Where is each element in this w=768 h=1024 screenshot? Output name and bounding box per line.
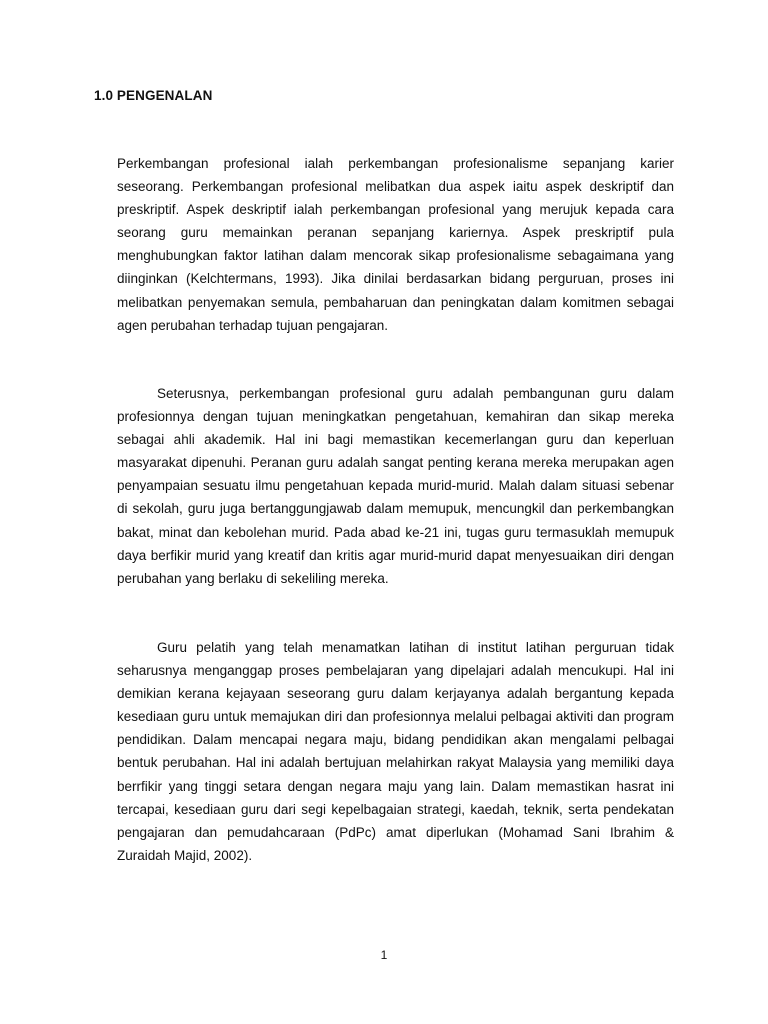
paragraph-introduction: Perkembangan profesional ialah perkembangan profesionalisme sepanjang karier seseorang. Perkembangan profesional melibatkan dua aspek iaitu aspek deskriptif dan preskriptif. Aspek deskriptif ialah perkembangan profesional yang merujuk kepada cara seorang guru memainkan peranan sepanjang kariernya. Aspek preskriptif pula menghubungkan faktor latihan dalam mencorak sikap profesionalisme sebagaimana yang diinginkan (Kelchtermans, 1993). Jika dinilai berdasarkan bidang perguruan, proses ini melibatkan penyemakan semula, pembaharuan dan peningkatan dalam komitmen sebagai agen perubahan terhadap tujuan pengajaran. (117, 156, 674, 333)
section-heading: 1.0 PENGENALAN (94, 88, 213, 103)
page-number: 1 (380, 948, 388, 962)
paragraph-professional-development: Seterusnya, perkembangan profesional guru adalah pembangunan guru dalam profesionnya dengan tujuan meningkatkan pengetahuan, kemahiran dan sikap mereka sebagai ahli akademik. Hal ini bagi memastikan kecemerlangan guru dan keperluan masyarakat dipenuhi. Peranan guru adalah sangat penting kerana mereka merupakan agen penyampaian sesuatu ilmu pengetahuan kepada murid-murid. Malah dalam situasi sebenar di sekolah, guru juga bertanggungjawab dalam memupuk, mencungkil dan perkembangkan bakat, minat dan kebolehan murid. Pada abad ke-21 ini, tugas guru termasuklah memupuk daya berfikir murid yang kreatif dan kritis agar murid-murid dapat menyesuaikan diri dengan perubahan yang berlaku di sekeliling mereka. (117, 386, 674, 586)
paragraph-trainee-teachers: Guru pelatih yang telah menamatkan latihan di institut latihan perguruan tidak seharusnya menganggap proses pembelajaran yang dipelajari adalah mencukupi. Hal ini demikian kerana kejayaan seseorang guru dalam kerjayanya adalah bergantung kepada kesediaan guru untuk memajukan diri dan profesionnya melalui pelbagai aktiviti dan program pendidikan. Dalam mencapai negara maju, bidang pendidikan akan mengalami pelbagai bentuk perubahan. Hal ini adalah bertujuan melahirkan rakyat Malaysia yang memiliki daya berrfikir yang tinggi setara dengan negara maju yang lain. Dalam memastikan hasrat ini tercapai, kesediaan guru dari segi kepelbagaian strategi, kaedah, teknik, serta pendekatan pengajaran dan pemudahcaraan (PdPc) amat diperlukan (Mohamad Sani Ibrahim & Zuraidah Majid, 2002). (117, 640, 674, 863)
